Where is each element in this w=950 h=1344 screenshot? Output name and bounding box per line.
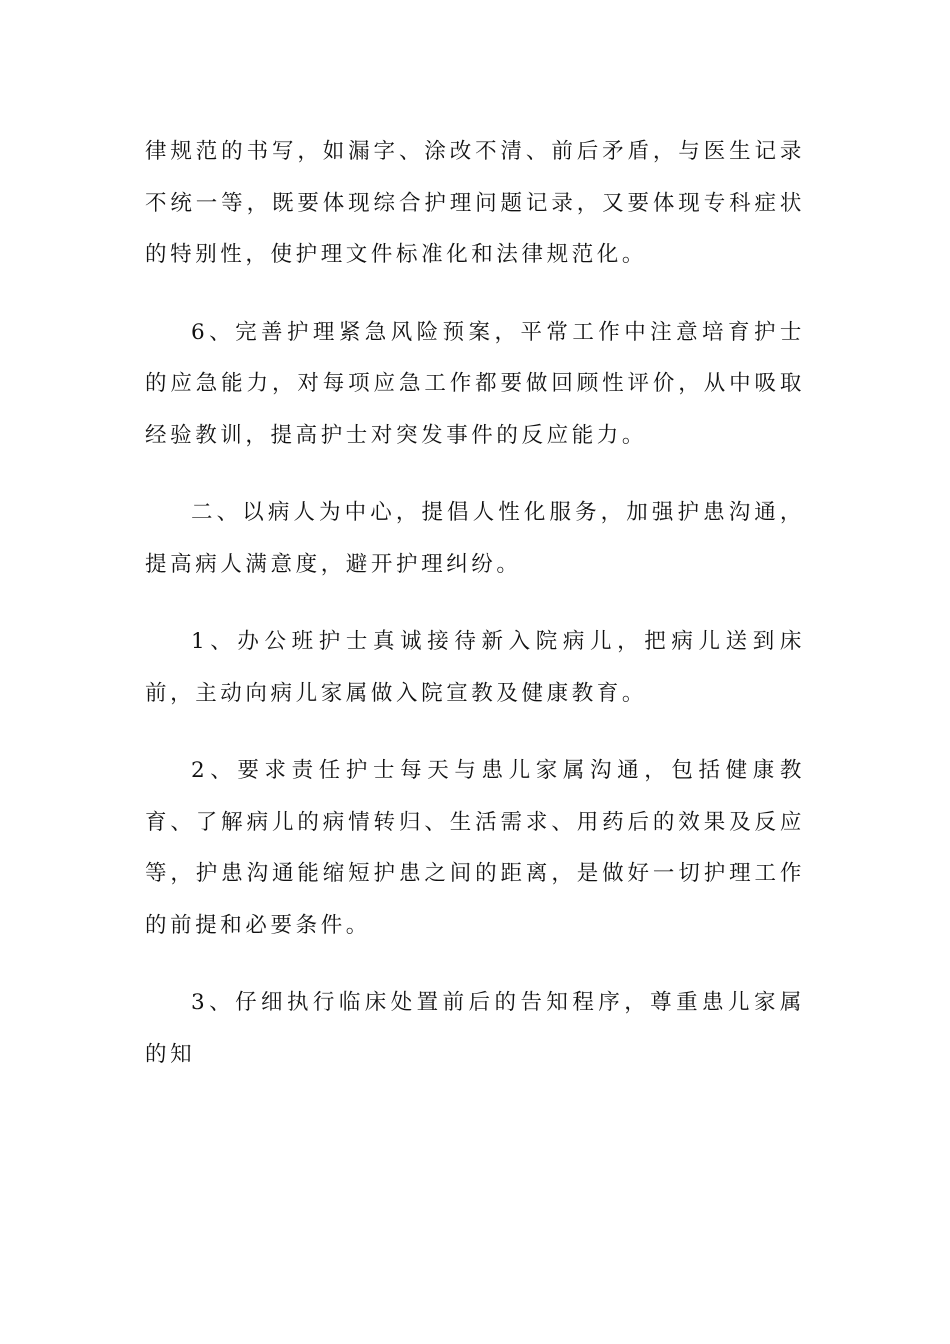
- paragraph-1: 律规范的书写，如漏字、涂改不清、前后矛盾，与医生记录不统一等，既要体现综合护理问题记录，又要体现专科症状的特别性，使护理文件标准化和法律规范化。: [145, 139, 805, 267]
- paragraph-2: 6、完善护理紧急风险预案，平常工作中注意培育护士的应急能力，对每项应急工作都要做回顾性评价，从中吸取经验教训，提高护士对突发事件的反应能力。: [145, 319, 805, 448]
- paragraph-4: 1、办公班护士真诚接待新入院病儿，把病儿送到床前，主动向病儿家属做入院宣教及健康教育。: [145, 629, 805, 706]
- paragraph-6: 3、仔细执行临床处置前后的告知程序，尊重患儿家属的知: [145, 990, 805, 1067]
- document-body: [145, 126, 805, 1106]
- paragraph-3: 二、以病人为中心，提倡人性化服务，加强护患沟通，提高病人满意度，避开护理纠纷。: [145, 500, 805, 577]
- paragraph-5: 2、要求责任护士每天与患儿家属沟通，包括健康教育、了解病儿的病情转归、生活需求、用药后的效果及反应等，护患沟通能缩短护患之间的距离，是做好一切护理工作的前提和必要条件。: [145, 758, 805, 938]
